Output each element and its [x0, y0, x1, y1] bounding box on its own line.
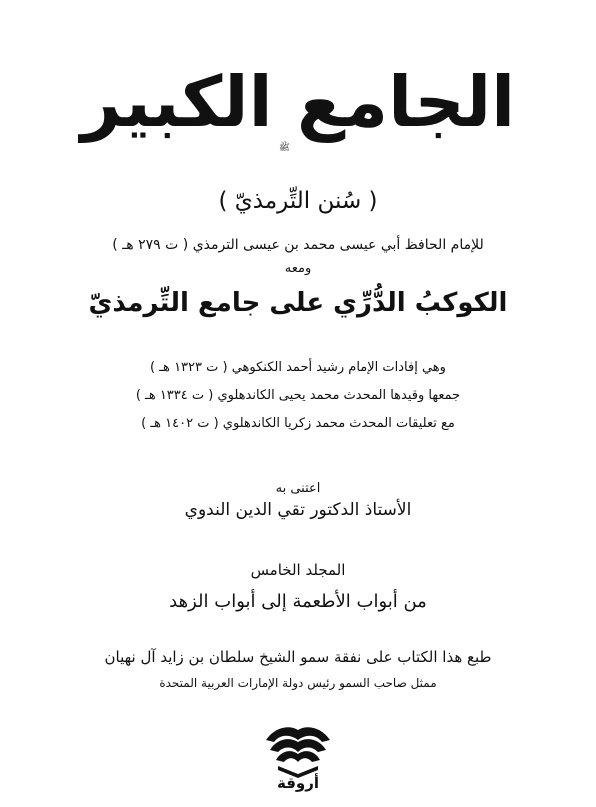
- author-line: للإمام الحافظ أبي عيسى محمد بن عيسى الترمذي ( ت ٢٧٩ هـ ): [112, 237, 484, 253]
- volume-range: من أبواب الأطعمة إلى أبواب الزهد: [169, 591, 427, 612]
- info-line-3: مع تعليقات المحدث محمد زكريا الكاندهلوي ( ت ١٤٠٢ هـ ): [141, 416, 455, 431]
- publisher-name: أروقة: [276, 774, 320, 792]
- book-subtitle: ( سُنن التِّرمذيّ ): [218, 188, 378, 214]
- and-with-it-label: ومعه: [284, 261, 312, 276]
- commentary-title: الكوكبُ الدُّرِّي على جامع التِّرمذيّ: [88, 288, 508, 318]
- curator-label: اعتنى به: [275, 481, 321, 496]
- info-line-1: وهي إفادات الإمام رشيد أحمد الكنكوهي ( ت ١٣٢٣ هـ ): [150, 360, 446, 375]
- publisher-logo: [258, 722, 338, 802]
- sponsor-title: ممثل صاحب السمو رئيس دولة الإمارات العربية المتحدة: [159, 676, 437, 690]
- book-title: الجامع الكبير: [80, 61, 516, 143]
- honorific-mark: ﷺ: [279, 143, 290, 153]
- curator-name: الأستاذ الدكتور تقي الدين الندوي: [184, 500, 412, 520]
- sponsor-line: طبع هذا الكتاب على نفقة سمو الشيخ سلطان بن زايد آل نهيان: [104, 648, 492, 666]
- info-line-2: جمعها وقيدها المحدث محمد يحيى الكاندهلوي ( ت ١٣٣٤ هـ ): [135, 388, 461, 403]
- volume-label: المجلد الخامس: [250, 561, 346, 579]
- open-book-logo-icon: [258, 722, 338, 778]
